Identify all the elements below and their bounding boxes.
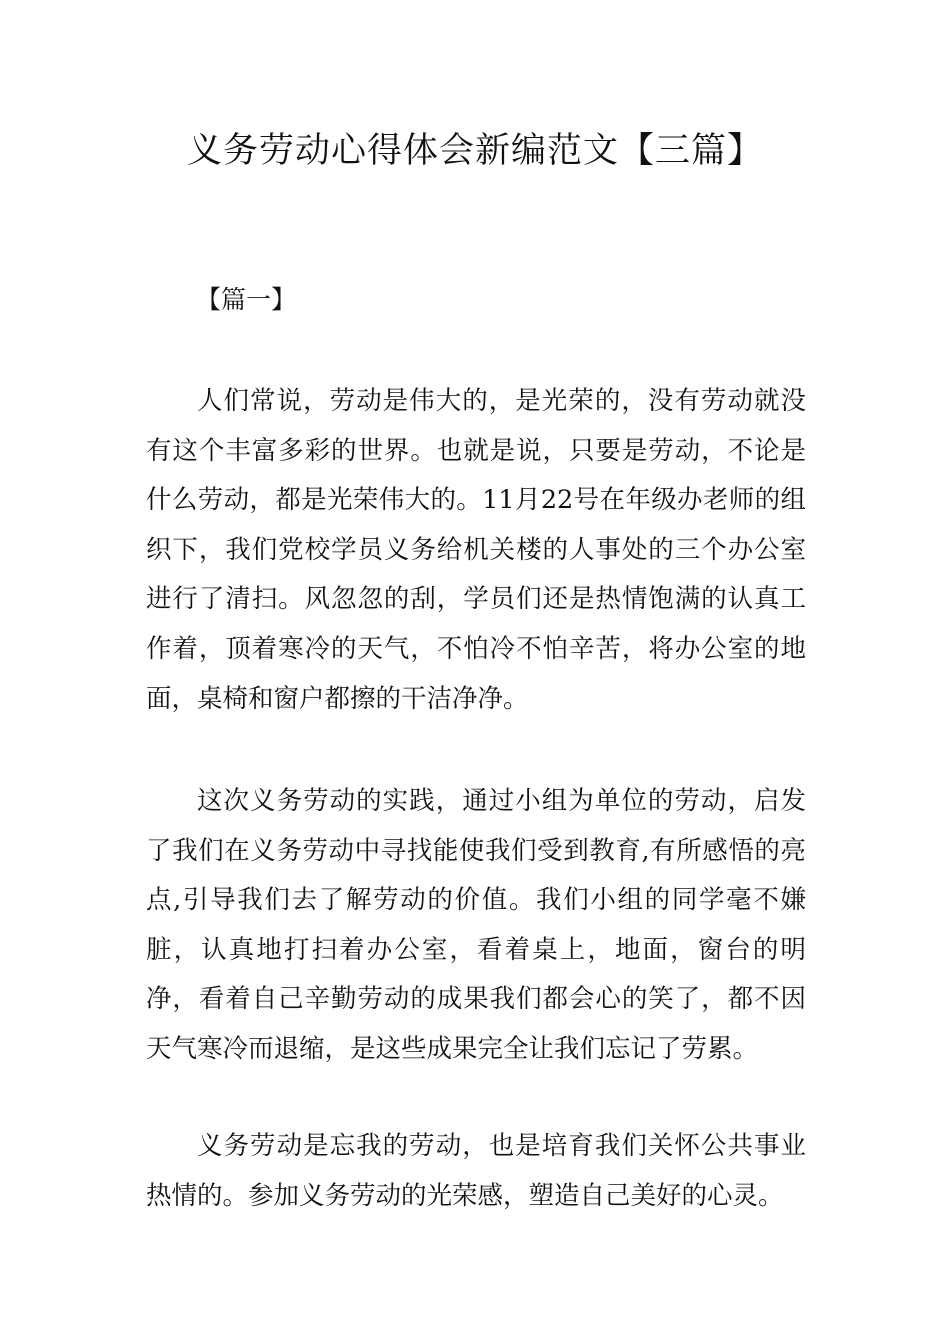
document-title: 义务劳动心得体会新编范文【三篇】 [186,131,763,171]
body-paragraph-3: 义务劳动是忘我的劳动，也是培育我们关怀公共事业热情的。参加义务劳动的光荣感，塑造自己美好的心灵。 [146,1131,806,1211]
body-paragraph-1: 人们常说，劳动是伟大的，是光荣的，没有劳动就没有这个丰富多彩的世界。也就是说，只要是劳动，不论是什么劳动，都是光荣伟大的。11月22号在年级办老师的组织下，我们党校学员义务给机关楼的人事处的三个办公室进行了清扫。风忽忽的刮，学员们还是热情饱满的认真工作着，顶着寒冷的天气，不怕冷不怕辛苦，将办公室的地面，桌椅和窗户都擦的干洁净净。 [146,386,806,714]
section-heading: 【篇一】 [196,285,297,314]
body-paragraph-2: 这次义务劳动的实践，通过小组为单位的劳动，启发了我们在义务劳动中寻找能使我们受到教育,有所感悟的亮点,引导我们去了解劳动的价值。我们小组的同学毫不嫌脏，认真地打扫着办公室，看着桌上，地面，窗台的明净，看着自己辛勤劳动的成果我们都会心的笑了，都不因天气寒冷而退缩，是这些成果完全让我们忘记了劳累。 [146,786,806,1064]
